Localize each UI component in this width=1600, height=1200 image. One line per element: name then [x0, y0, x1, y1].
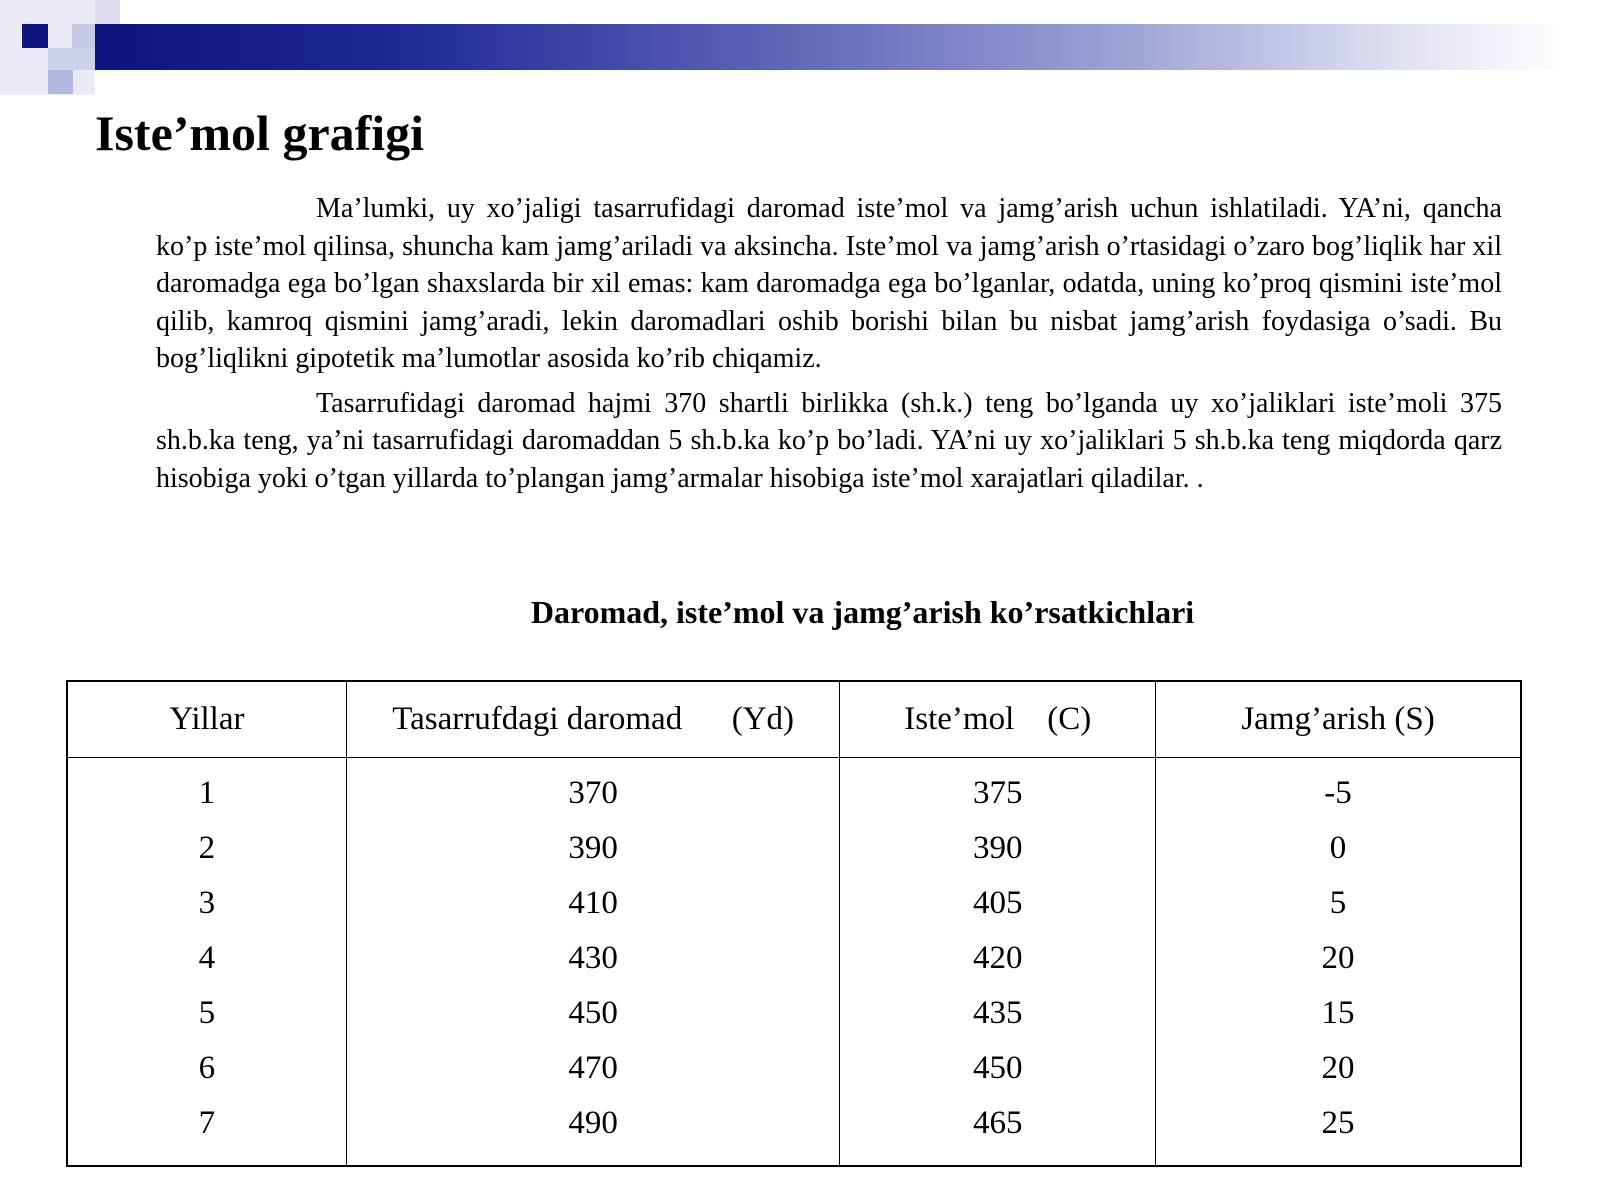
paragraph: Tasarrufidagi daromad hajmi 370 shartli birlikka (sh.k.) teng bo’lganda uy xo’jaliklari iste’moli 375 sh.b.ka teng, ya’ni tasarrufidagi daromaddan 5 sh.b.ka ko’p bo’ladi. YA’ni uy xo’jaliklari 5 sh.b.ka teng miqdorda qarz hisobiga yoki o’tgan yillarda to’plangan jamg’armalar hisobiga iste’mol xarajatlari qiladilar. .: [156, 387, 1502, 494]
table-cell: 4: [198, 940, 216, 976]
table-cell: 20: [1156, 1041, 1521, 1096]
table-cell: 420: [840, 931, 1156, 986]
table-cell: -5: [1156, 758, 1521, 822]
data-table: [66, 680, 1522, 1167]
column-header: Jamg’arish (S): [1156, 681, 1521, 758]
table-row: [67, 986, 1521, 1041]
table-row: [67, 1041, 1521, 1096]
table-cell: 15: [1156, 986, 1521, 1041]
table-cell: 25: [1156, 1096, 1521, 1166]
table-cell: 370: [346, 758, 840, 822]
column-header: Tasarrufdagi daromad (Yd): [346, 681, 840, 758]
table-cell: 405: [840, 876, 1156, 931]
table-cell: 1: [198, 775, 216, 811]
column-header: Yillar: [67, 681, 346, 758]
table-cell: 20: [1156, 931, 1521, 986]
table-title: Daromad, iste’mol va jamg’arish ko’rsatkichlari: [530, 594, 1195, 630]
table-cell: 450: [346, 986, 840, 1041]
table-cell: 390: [840, 821, 1156, 876]
table-row: [67, 821, 1521, 876]
decor-square: [95, 0, 120, 24]
slide-title: Iste’mol grafigi: [95, 105, 425, 161]
column-header: Iste’mol (C): [840, 681, 1156, 758]
table-row: [67, 931, 1521, 986]
table-cell: 5: [198, 995, 216, 1031]
table-cell: 490: [346, 1096, 840, 1166]
table-cell: 410: [346, 876, 840, 931]
table-row: [67, 758, 1521, 822]
table-header-row: [67, 681, 1521, 758]
table-cell: 7: [198, 1105, 216, 1141]
table-cell: 450: [840, 1041, 1156, 1096]
table-cell: 6: [198, 1050, 216, 1086]
header-gradient-bar: [95, 24, 1570, 70]
decor-square: [22, 24, 48, 48]
table-cell: 430: [346, 931, 840, 986]
table-cell: 465: [840, 1096, 1156, 1166]
decor-square: [48, 48, 95, 70]
table-cell: 470: [346, 1041, 840, 1096]
table-cell: 0: [1156, 821, 1521, 876]
table-cell: 2: [198, 830, 216, 866]
table-cell: 390: [346, 821, 840, 876]
paragraph: Ma’lumki, uy xo’jaligi tasarrufidagi daromad iste’mol va jamg’arish uchun ishlatiladi. YA’ni, qancha ko’p iste’mol qilinsa, shuncha kam jamg’ariladi va aksincha. Iste’mol va jamg’arish o’rtasidagi o’zaro bog’liqlik har xil daromadga ega bo’lgan shaxslarda bir xil emas: kam daromadga ega bo’lganlar, odatda, uning ko’proq qismini iste’mol qilib, kamroq qismini jamg’aradi, lekin daromadlari oshib borishi bilan bu nisbat jamg’arish foydasiga o’sadi. Bu bog’liqlikni gipotetik ma’lumotlar asosida ko’rib chiqamiz.: [156, 193, 1502, 374]
table-cell: 3: [198, 885, 216, 921]
table-cell: 435: [840, 986, 1156, 1041]
decor-square: [48, 70, 73, 94]
body-text: [156, 190, 1502, 504]
table-cell: 375: [840, 758, 1156, 822]
table-row: [67, 1096, 1521, 1166]
table-cell: 5: [1156, 876, 1521, 931]
table-row: [67, 876, 1521, 931]
